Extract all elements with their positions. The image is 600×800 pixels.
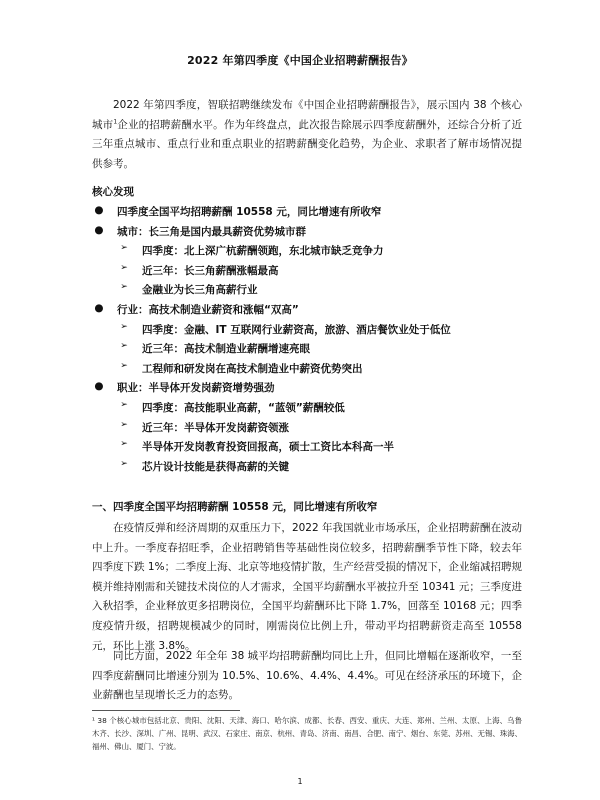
finding-item (92, 380, 532, 400)
finding-item (92, 204, 532, 224)
arrow-bullet-icon: ➢ (120, 419, 128, 430)
sub-finding-item (92, 263, 532, 283)
page-number: 1 (297, 777, 303, 786)
bullet-dot-icon: ● (94, 204, 104, 216)
sub-finding-text: 半导体开发岗教育投资回报高，硕士工资比本科高一半 (142, 441, 394, 454)
footnote-divider (92, 710, 240, 711)
sub-finding-text: 金融业为长三角高薪行业 (142, 284, 258, 297)
findings-list (92, 204, 532, 478)
sub-finding-item (92, 439, 532, 459)
arrow-bullet-icon: ➢ (120, 341, 128, 352)
finding-item (92, 224, 532, 244)
finding-text: 四季度全国平均招聘薪酬 10558 元，同比增速有所收窄 (117, 206, 382, 218)
sub-finding-text: 芯片设计技能是获得高薪的关键 (142, 460, 289, 473)
sub-finding-text: 近三年：半导体开发岗薪资领涨 (142, 421, 289, 434)
sub-finding-text: 四季度：高技能职业高薪，“蓝领”薪酬较低 (142, 401, 345, 414)
arrow-bullet-icon: ➢ (120, 399, 128, 410)
intro-paragraph (92, 96, 522, 174)
core-findings-heading: 核心发现 (92, 186, 134, 198)
bullet-dot-icon: ● (94, 301, 104, 314)
sub-finding-item (92, 322, 532, 342)
finding-item (92, 302, 532, 322)
arrow-bullet-icon: ➢ (120, 262, 128, 273)
arrow-bullet-icon: ➢ (120, 458, 128, 469)
intro-text-a: 2022 年第四季度，智联招聘继续发布《中国企业招聘薪酬报告》，展示国内 38 个核心城市 (92, 99, 522, 131)
arrow-bullet-icon: ➢ (120, 282, 128, 293)
bullet-dot-icon: ● (94, 223, 104, 236)
sub-finding-item (92, 420, 532, 440)
section-1-paragraph-2: 同比方面，2022 年全年 38 城平均招聘薪酬均同比上升，但同比增幅在逐渐收窄，一至四季度薪酬同比增速分别为 10.5%、10.6%、4.4%、4.4%。可见在经济承压的环境下，企业薪酬也呈现增长乏力的态势。 (92, 650, 522, 702)
sub-finding-item (92, 459, 532, 479)
section-1-heading: 一、四季度全国平均招聘薪酬 10558 元，同比增速有所收窄 (92, 501, 378, 513)
report-title: 2022 年第四季度《中国企业招聘薪酬报告》 (187, 54, 413, 67)
arrow-bullet-icon: ➢ (120, 321, 128, 332)
sub-finding-item (92, 282, 532, 302)
sub-finding-text: 工程师和研发岗在高技术制造业中薪资优势突出 (142, 362, 363, 375)
sub-finding-item (92, 400, 532, 420)
finding-text: 行业：高技术制造业薪资和涨幅“双高” (117, 303, 299, 316)
section-1-paragraph-1: 在疫情反弹和经济周期的双重压力下，2022 年我国就业市场承压，企业招聘薪酬在波动中上升。一季度春招旺季，企业招聘销售等基础性岗位较多，招聘薪酬季节性下降，较去年四季度下跌 1%；二季度上海、北京等地疫情扩散，生产经营受损的情况下，企业缩减招聘规模并维持刚需和关键技术岗位的人才需求，全国平均薪酬水平被拉升至 10341 元；三季度进入秋招季，企业释放更多招聘岗位，全国平均薪酬环比下降 1.7%，回落至 10168 元；四季度疫情升级，招聘规模减少的同时，刚需岗位比例上升，带动平均招聘薪资走高至 10558 元，环比上涨 3.8%。 (92, 522, 522, 652)
sub-finding-text: 四季度：金融、IT 互联网行业薪资高，旅游、酒店餐饮业处于低位 (142, 323, 451, 336)
sub-finding-item (92, 361, 532, 381)
finding-text: 职业：半导体开发岗薪资增势强劲 (117, 382, 275, 395)
finding-text: 城市：长三角是国内最具薪资优势城市群 (117, 225, 306, 238)
footnote: ¹ 38 个核心城市包括北京、贵阳、沈阳、天津、海口、哈尔滨、成都、长春、西安、重庆、大连、郑州、兰州、太原、上海、乌鲁木齐、长沙、深圳、广州、昆明、武汉、石家庄、南京、杭州、青岛、济南、南昌、合肥、南宁、烟台、东莞、苏州、无锡、珠海、福州、佛山、厦门、宁波。 (92, 716, 522, 752)
arrow-bullet-icon: ➢ (120, 243, 128, 254)
arrow-bullet-icon: ➢ (120, 439, 128, 450)
sub-finding-text: 四季度：北上深广杭薪酬领跑，东北城市缺乏竞争力 (142, 245, 384, 258)
sub-finding-item (92, 243, 532, 263)
sub-finding-item (92, 341, 532, 361)
bullet-dot-icon: ● (94, 380, 104, 393)
sub-finding-text: 近三年：长三角薪酬涨幅最高 (142, 264, 279, 277)
arrow-bullet-icon: ➢ (120, 360, 128, 371)
intro-text-b: 企业的招聘薪酬水平。作为年终盘点，此次报告除展示四季度薪酬外，还综合分析了近三年重点城市、重点行业和重点职业的招聘薪酬变化趋势，为企业、求职者了解市场情况提供参考。 (92, 118, 523, 170)
footnote-marker[interactable]: 1 (113, 118, 118, 126)
sub-finding-text: 近三年：高技术制造业薪酬增速亮眼 (142, 343, 310, 356)
